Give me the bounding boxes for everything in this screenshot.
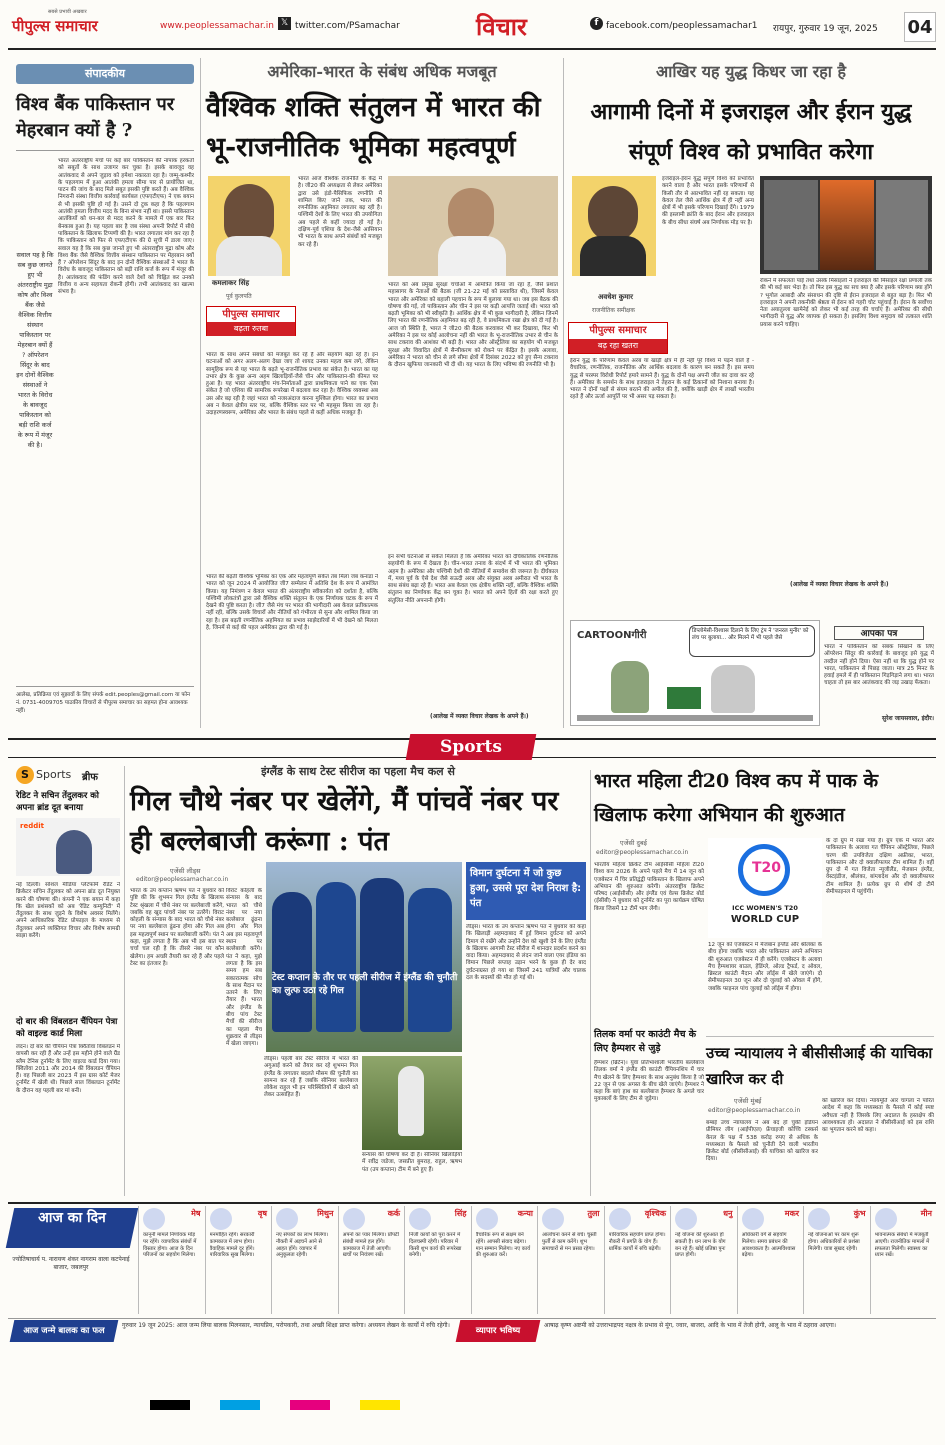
cartoon-title: CARTOONगीरी	[577, 630, 647, 641]
rashi-cell	[870, 1206, 937, 1314]
article2-headline: आगामी दिनों में इजराइल और ईरान युद्ध संपूर्ण विश्व को प्रभावित करेगा	[590, 99, 912, 165]
trade-title: व्यापार भविष्य	[475, 1326, 521, 1336]
badge-brand: पीपुल्स समाचार	[589, 325, 647, 336]
horoscope-rule	[8, 1202, 936, 1204]
rashi-cell	[338, 1206, 405, 1314]
zodiac-icon	[675, 1208, 697, 1230]
rashi-cell	[737, 1206, 804, 1314]
brand-logo: पीपुल्स समाचार	[12, 17, 98, 35]
editorial-headline: विश्व बैंक पाकिस्तान पर मेहरबान क्यों है ?	[16, 94, 175, 141]
crash-body: लीड्स। भारत के उप कप्तान ऋषभ पंत ने बुधवार को कहा कि खिलाड़ी अहमदाबाद में हुई विमान दुर्घटना को अपने दिमाग से रखेंगे और उन्होंने देश को खुशी देने के लिए इंग्लैंड के खिलाफ आगामी टेस्ट सीरीज में शानदार प्रदर्शन करने का वादा किया। अहमदाबाद से लंदन जाने वाला एयर इंडिया का विमान पिछले सप्ताह उड़ान भरने के कुछ ही देर बाद दुर्घटनाग्रस्त हो गया था जिसमें 241 यात्रियों और चालक दल के सदस्यों की मौत हो गई थी।	[466, 924, 586, 982]
zodiac-icon	[875, 1208, 897, 1230]
born-text: गुरुवार 19 जून 2025: आज जन्म लिया बालक मिलनसार, न्यायप्रिय, परोपकारी, तथा अच्छी शिक्षा प्राप्त करेगा। अध्ययन लेखन के कार्यों में रुचि रहेगी।	[122, 1322, 450, 1329]
article1-kicker: अमेरिका-भारत के संबंध अधिक मजबूत	[267, 62, 497, 81]
website-link[interactable]: www.peoplessamachar.in	[160, 21, 274, 31]
rashi-name: कर्क	[387, 1209, 400, 1218]
author1-photo	[208, 176, 290, 276]
rashi-text: मनमोहित रहेंगे। सरकारी कामकाज में लाभ होगा। वैवाहिक मामले दूर होंगे। पारिवारिक सुख मिलेगा।	[209, 1232, 255, 1259]
editorial-footer: आलेख, प्रतिक्रिया एवं सुझावों के लिए संपर्क edit.peoples@gmail.com या फोन नं. 0731-4009705 पाठकीय विचारों से पीपुल्स समाचार का सहमत होना आवश्यक नहीं।	[16, 686, 194, 724]
tilak-headline: तिलक वर्मा पर काउंटी मैच के लिए हैम्पशर से जुड़े	[594, 1029, 697, 1054]
rashi-text: अधिकारी वर्ग से सहयोग मिलेगा। समय प्रबंधन की आवश्यकता है। आत्मविश्वास बढ़ेगा।	[741, 1232, 796, 1259]
letters-box	[824, 626, 934, 726]
brand-tagline: सबसे प्रभावी अखबार	[48, 9, 87, 15]
team-photo	[266, 862, 462, 1052]
column-divider	[124, 766, 125, 1196]
trade-text: आषाढ़ कृष्ण अष्टमी को उत्तराभाद्रपद नक्षत्र के प्रभाव से मूंग, ज्वार, बाजरा, आदि के भाव में तेजी होगी, आलू के भाव में ठहराव आएगा।	[544, 1322, 837, 1329]
zodiac-icon	[476, 1208, 498, 1230]
article2-col-a: ईरान युद्ध के परिणाम केवल अरब या खाड़ी क्षेत्र में ही नहीं पूरे विश्व में पड़ने वाले हैं - वैचारिक, रणनीतिक, राजनीतिक और आर्थिक बदलाव के कारण बन सकते हैं। इस समय युद्ध से परस्पर विरोधी रिपोर्ट हमारे सामने हैं। युद्ध के दोनों पक्ष अपनी जीत का दावा कर रहे हैं। अमेरिका के समर्थन के साथ इजराइल ने तेहरान के कई ठिकानों को निशाना बनाया है। भारत ने दोनों पक्षों से संयम बरतने की अपील की है, क्योंकि खाड़ी क्षेत्र में लाखों भारतीय रहते हैं और ऊर्जा आपूर्ति पर भी असर पड़ सकता है।	[570, 358, 754, 401]
inset-caption: संन्यास की घोषणा कर दी है। सीनियर खिलाड़ियों में रवींद्र जडेजा, जसप्रीत बुमराह, राहुल, ऋषभ पंत (उप कप्तान) टीम में बने हुए हैं।	[362, 1152, 462, 1173]
rashi-text: आलोचना करने से बचें। चुस्ती फुर्ती से काम करेंगे। शुभ समाचारों से मन प्रसन्न रहेगा।	[542, 1232, 597, 1252]
divider	[8, 1318, 936, 1319]
rashi-text: वैचारिक रूप से सक्षम बने रहेंगे। आपसी संवाद बढ़ेगा। मान सम्मान मिलेगा। नए कार्य की शुरुआत करें।	[475, 1232, 531, 1259]
facebook-icon: f	[590, 17, 603, 30]
badge-brand: पीपुल्स समाचार	[222, 309, 280, 320]
shirt-shape	[580, 236, 646, 276]
table-shape	[577, 715, 813, 721]
editorial-tag-bg	[16, 64, 194, 84]
zodiac-icon	[143, 1208, 165, 1230]
rashi-cell	[271, 1206, 338, 1314]
zodiac-icon	[276, 1208, 298, 1230]
batsman-figure	[398, 1066, 424, 1136]
swatch	[360, 1400, 400, 1410]
article1-col-c: इन सभी घटनाओं से संकेत मिलता है कि अमेरिका भारत को दीर्घकालिक रणनीतिक सहयोगी के रूप में देखता है। चीन-भारत तनाव के संदर्भ में भी भारत की भूमिका अहम है। अमेरिका और पश्चिमी देशों की नीतियों में समावेश की जरूरत है। दीर्घकाल में, मध्य पूर्व के ऐसे देश जैसे सऊदी अरब और संयुक्त अरब अमीरात भी भारत के साथ संबंध बढ़ा रहे हैं। भारत अब केवल एक क्षेत्रीय शक्ति नहीं, बल्कि वैश्विक शक्ति संतुलन का निर्णायक केंद्र बन चुका है। भारत को अपने हितों की रक्षा करते हुए संतुलित नीति अपनानी होगी।	[388, 554, 558, 604]
sports-banner: Sports	[440, 737, 502, 757]
player-figure	[272, 892, 312, 1032]
gill-email: editor@peoplessamachar.co.in	[136, 876, 229, 883]
rashi-name: तुला	[587, 1209, 600, 1218]
column-divider	[200, 58, 201, 728]
born-title: आज जन्मे बालक का फल	[23, 1326, 105, 1336]
player-figure	[360, 878, 404, 1032]
batsman-photo	[362, 1056, 462, 1150]
rashi-cell	[205, 1206, 272, 1314]
rashi-text: कानूनी मामले निर्णायक मोड़ पर रहेंगे। व्यापारिक संबंधों में विस्तार होगा। आज के दिन परिजनों का सहयोग मिलेगा।	[143, 1232, 197, 1259]
wc-email: editor@peoplessamachar.co.in	[596, 849, 689, 856]
rashi-name: मीन	[920, 1209, 932, 1218]
bcci-body: बम्बई उच्च न्यायालय ने अब बंद हो चुकी इंडियन प्रीमियर लीग (आईपीएल) फ्रेंचाइजी कोच्चि टस्कर्स केरल के पक्ष में 538 करोड़ रुपए से अधिक के मध्यस्थता के फैसले को चुनौती देने वाली भारतीय क्रिकेट बोर्ड (बीसीसीआई) की याचिका को खारिज कर दिया।	[706, 1120, 818, 1163]
rashi-cell	[404, 1206, 471, 1314]
letters-sign: सुरेश जायसवाल, इंदौर।	[882, 715, 934, 722]
gill-agency: एजेंसी लीड्स	[170, 867, 201, 875]
masthead-rule	[8, 48, 936, 50]
t20-text-icon: T20	[752, 860, 782, 876]
zodiac-icon	[742, 1208, 764, 1230]
brief-tag: ब्रीफ	[82, 772, 99, 783]
author2-photo	[572, 176, 656, 276]
article1-lead: भारत आज वैश्विक राजनीति के केंद्र में है। जी20 की अध्यक्षता से लेकर अमेरिका द्वारा उसे इंडो-पैसिफिक रणनीति में शामिल किए जाने तक, भारत की रणनीतिक अहमियत लगातार बढ़ रही है। पश्चिमी देशों के लिए भारत की उपयोगिता अब पहले से कहीं ज्यादा हो गई है। दक्षिण-पूर्व एशिया के देश-जैसे आसियान भी भारत के साथ अपने संबंधों को मजबूत कर रहे हैं।	[298, 176, 382, 248]
rashi-text: अपनों का प्यार मिलेगा। प्रॉपर्टी संबंधी मामले हल होंगे। कामकाज में तेजी आएगी। खर्चों पर नियंत्रण रखें।	[342, 1232, 399, 1259]
wc-logo-line1: ICC WOMEN'S T20	[732, 904, 798, 912]
swatch	[150, 1400, 190, 1410]
wc-body2: 12 जून को एजबेस्टन में मेजबान इंग्लैंड और श्रीलंका के बीच होगा जबकि भारत और पाकिस्तान अपने अभियान की शुरुआत एजबेस्टन में ही करेंगे। एजबेस्टन के अलावा मैच हैम्पशायर बाउल, हेडिंग्ले, ओल्ड ट्रैफर्ड, द ओवल, ब्रिस्टल काउंटी मैदान और लॉर्ड्स में खेले जाएंगे। दो सेमीफाइनल 30 जून और दो जुलाई को ओवल में होंगे, जबकि फाइनल पांच जुलाई को लॉर्ड्स में होगा।	[708, 942, 822, 992]
rashi-cell	[471, 1206, 538, 1314]
bcci-agency: एजेंसी मुंबई	[734, 1097, 762, 1105]
sachin-photo	[16, 818, 120, 876]
author2-role: राजनीतिक समीक्षक	[592, 307, 635, 314]
badge-label: बढ़ता रुतबा	[207, 322, 295, 336]
zodiac-icon	[210, 1208, 232, 1230]
wc-body: भारतीय महिला क्रिकेट टीम आईसीसी महिला टी20 विश्व कप 2026 के अपने पहले मैच में 14 जून को एजबेस्टन में चिर प्रतिद्वंद्वी पाकिस्तान के खिलाफ अपने अभियान की शुरुआत करेगी। अंतरराष्ट्रीय क्रिकेट परिषद (आईसीसी) और इंग्लैंड एवं वेल्स क्रिकेट बोर्ड (ईसीबी) ने बुधवार को टूर्नामेंट का पूरा कार्यक्रम घोषित किया जिसमें 12 टीमें भाग लेंगी।	[594, 862, 704, 912]
astrologer-credit: ज्योतिषाचार्य प. नारायण शंकर नागराम वाला कटपेनाई बाजार, जबलपुर	[12, 1256, 130, 1271]
article1-col-b: भारत को अब प्रमुख सुरक्षा चर्चाओं में आमंत्रित किया जा रहा है, जैसे प्रशांत महासागर के नेताओं की बैठक (जी 21-22 मई को प्रस्तावित थी), जिसमें केवल भारत और अमेरिका को बहाली पहचान के रूप में बुलाया गया था। जब इस बैठक की घोषणा की गई, तो पाकिस्तान और चीन ने इस पर कड़ी आपत्ति जताई थी। भारत को बढ़ती भूमिका को भी स्वीकृति है। आर्थिक क्षेत्र में भी कुछ भागीदारी है, लेकिन जिनमें लिए भारत की रणनीतिक अहमियत बढ़ रही है, वे प्राथमिकता रखा क्षेत्र को दी गई है। आज जो स्थिति है, भारत ने जी20 की बैठक करवाकर भी कर दिखाया, फिर भी अमेरिका ने इस पर कोई आलोचना नहीं की भारत के भू-राजनीतिक उभार से चीन के साथ टकराव की आशंका भी बढ़ी है। भारत और ऑस्ट्रेलिया का सहयोग भी मजबूत सुरक्षा और विवादित क्षेत्रों में सैन्यीकरण को रोकने पर केंद्रित है। इसके अलावा, अमेरिका ने भारत को चीन से लगे सीमा क्षेत्रों में दिसंबर 2022 को हुए सैन्य टकराव के दौरान खुफिया जानकारी भी दी थी। यह भारत के लिए भविष्य की रणनीति भी है।	[388, 282, 558, 369]
article2-credit: (आलेख में व्यक्त विचार लेखक के अपने हैं।)	[790, 581, 889, 588]
zodiac-icon	[542, 1208, 564, 1230]
kurta-shape	[438, 236, 506, 276]
article1-col-a: भारत के साथ अपने संबंधों को मजबूत कर रहे हैं और सहयोग बढ़ा रहे हैं। इन घटनाओं को अगर अलग-अलग देखा जाए तो शायद उनका महत्व कम लगे, लेकिन सामूहिक रूप से यह भारत के बढ़ते भू-राजनीतिक प्रभाव का संकेत है। भारत का यह उभार क्षेत्र के कुछ अन्य अहम खिलाड़ियों-जैसे चीन और पाकिस्तान-की कीमत पर हुआ है। यह भारत अंतरराष्ट्रीय मंच-निर्माताओं द्वारा प्राथमिकता पाने का एक ऐसा संकेत है जो एशिया की सामरिक रूपरेखा में बदलाव कर रहा है। वैश्विक व्यवस्था अब उस ओर बढ़ रही है जहां भारत को नजरअंदाज करना मुश्किल होगा। भारत का प्रभाव अब न केवल क्षेत्रीय स्तर पर, बल्कि वैश्विक स्तर पर भी महसूस किया जा रहा है। उदाहरणस्वरूप, अमेरिका और भारत के संबंध पहले से कहीं अधिक मजबूत हैं।	[206, 352, 378, 417]
rashi-cell	[803, 1206, 870, 1314]
rashi-name: मकर	[784, 1209, 799, 1218]
article1-col-a2: भारत की बढ़ती वैश्विक भूमिका का एक और महत्वपूर्ण संकेत तब मिला जब कनाडा ने भारत को जून 2024 में आयोजित जी7 सम्मेलन में अतिथि देश के रूप में आमंत्रित किया। यह निमंत्रण न केवल भारत की अंतरराष्ट्रीय स्वीकार्यता को दर्शाता है, बल्कि पश्चिमी लोकतंत्रों द्वारा उसे वैश्विक शक्ति संतुलन के एक निर्णायक घटक के रूप में देखने की पुष्टि करता है। जी7 जैसे मंच पर भारत की भागीदारी अब केवल प्रतीकात्मक नहीं रही, बल्कि उसके विचारों और नीतियों को गंभीरता से सुना और शामिल किया जा रहा है। इस बढ़ती रणनीतिक अहमियत का प्रभाव साझेदारियों में भी देखने को मिलता है, जिनमें से कई की पहल अमेरिका द्वारा की गई है।	[206, 574, 378, 632]
section-title: विचार	[476, 12, 527, 41]
crash-headline: विमान दुर्घटना में जो कुछ हुआ, उससे पूरा देश निराश है: पंत	[470, 868, 582, 909]
cartoon-box	[570, 620, 820, 726]
person-icon	[224, 184, 274, 244]
zodiac-icon	[343, 1208, 365, 1230]
author1-role: पूर्व कुलपति	[226, 293, 252, 300]
rashi-name: सिंह	[454, 1209, 467, 1218]
author2-name: अवधेश कुमार	[598, 293, 633, 301]
divider	[16, 150, 194, 151]
rashi-name: धनु	[723, 1209, 733, 1218]
horoscope-grid	[138, 1206, 936, 1314]
divider	[706, 1036, 934, 1037]
flag-icon	[667, 687, 701, 709]
crash-header-bg	[466, 862, 586, 920]
x-icon: 𝕏	[278, 17, 291, 30]
brief1-body: नई दिल्ली। सोशल मीडिया प्लेटफॉर्म रेडिट ने क्रिकेटर सचिन तेंदुलकर को अपना ब्रांड दूत नियुक्त करने की घोषणा की। कंपनी ने एक बयान में कहा कि खेल प्रशंसकों को अब 'रेडिट कम्युनिटी' में तेंदुलकर के साथ जुड़ने के विशेष अवसर मिलेंगे। अपने आधिकारिक रेडिट प्रोफाइल के माध्यम से तेंदुलकर अपने व्यक्तिगत विचार और विशेष सामग्री साझा करेंगे।	[16, 882, 120, 940]
gill-body2: विराट कोहली के संन्यास के बाद भारत को चौथे नंबर पर नया बल्लेबाज ढूंढना होगा और गिल अब इस महत्वपूर्ण स्थान पर बल्लेबाजी करेंगे। पंत ने कहा, मुझे लगता है कि इस समय हम सब सकारात्मक सोच के साथ मैदान पर उतरने के लिए तैयार हैं। भारत और इंग्लैंड के बीच पांच टेस्ट मैचों की सीरीज का पहला मैच शुक्रवार से लीड्स में खेला जाएगा।	[226, 888, 262, 1048]
editorial-body: भारत अंतरराष्ट्रीय मंचों पर कई बार पाकिस्तान की नापाक हरकतों को सबूतों के साथ उजागर कर चुका है। इसके बावजूद वह आतंकवाद से अपने जुड़ाव को हमेशा नकारता रहा है। जम्मू-कश्मीर के पहलगाम में हुआ आतंकी हमला सीमा पार से प्रायोजित था, पाटन की जांच के बाद मिले सबूत इसकी पुष्टि करते हैं। अब वैश्विक निगरानी संस्था वित्तीय कार्रवाई कार्यबल (एफएटीएफ) ने एक बयान से भी इसकी पुष्टि हो गई है। उसने दो टूक कहा है कि पहलगाम आतंकी हमला वित्तीय मदद के बिना संभव नहीं था। इससे पाकिस्तान आतंकियों को धन-बल से मदद करने के मामले में एक बार फिर बेनकाब हुआ है। यह पहला बार है जब संस्था अपनी रिपोर्ट में सीधे पाकिस्तान के खिलाफ टिप्पणी की है। भारत लगातार मांग कर रहा है कि पाकिस्तान को फिर से एफएटीएफ की ग्रे सूची में डाला जाए। सवाल यह है कि सब कुछ जानते हुए भी अंतरराष्ट्रीय मुद्रा कोष और विश्व बैंक जैसे वैश्विक वित्तीय संस्थान पाकिस्तान पर मेहरबान क्यों हैं ? ऑपरेशन सिंदूर के बाद इन दोनों वैश्विक संस्थाओं ने भारत के विरोध के बावजूद पाकिस्तान को बड़ी राशि कर्ज के रूप में मंजूर की है। आतंकवाद की फंडिंग करने वाले देशों को चिह्नित कर उनको वित्तीय व अन्य सहायता रोकनी होगी। तभी आतंकवाद का खात्मा संभव है।	[58, 158, 194, 296]
rashi-name: वृश्चिक	[644, 1209, 666, 1218]
author1-name: कमलाकर सिंह	[212, 279, 250, 287]
badge-bg	[568, 322, 668, 354]
explosion-photo	[820, 180, 874, 270]
dateline: रायपुर, गुरुवार 19 जून, 2025	[773, 24, 878, 34]
person-icon	[56, 830, 92, 874]
facebook-link[interactable]: facebook.com/peoplessamachar1	[606, 21, 758, 31]
article1-headline: वैश्विक शक्ति संतुलन में भारत की भू-राजनीतिक भूमिका महत्वपूर्ण	[206, 92, 541, 163]
horoscope-title: आज का दिन	[38, 1210, 106, 1226]
rashi-name: मेष	[191, 1209, 201, 1218]
gill-headline: गिल चौथे नंबर पर खेलेंगे, मैं पांचवें नंबर पर ही बल्लेबाजी करूंगा : पंत	[130, 786, 559, 857]
masthead	[8, 6, 938, 48]
bcci-headline: उच्च न्यायालय ने बीसीसीआई की याचिका खारिज कर दी	[706, 1044, 933, 1088]
modi-photo	[388, 176, 558, 276]
trump-figure	[711, 665, 755, 713]
rashi-cell	[138, 1206, 205, 1314]
player-figure	[408, 888, 452, 1032]
rashi-text: निजी कार्यों को पूरा करने में दिलचस्पी रहेगी। परिवार में किसी शुभ कार्य की रूपरेखा बनेगी।	[409, 1232, 462, 1259]
article1-credit: (आलेख में व्यक्त विचार लेखक के अपने हैं।)	[430, 713, 529, 720]
person-icon	[588, 186, 638, 242]
brief2-headline: दो बार की विंबलडन चैंपियन पेत्रा को वाइल्ड कार्ड मिला	[16, 1017, 118, 1039]
cartoon-bubble: डिप्लोमेसी-विश्वास दिलाने के लिए ट्रंप ने 'जनरल मुनीर' को लंच पर बुलाया... और मिलने में भी पहले जैसे	[689, 625, 815, 657]
netanyahu-photo	[876, 180, 928, 270]
soldier-figure	[611, 661, 649, 713]
article2-lead: इजराइल-ईरान युद्ध संपूर्ण विश्व को प्रभावित करने वाला है और भारत इसके परिणामों से किसी तौर से अप्रभावित नहीं रह सकता। यह केवल तेल जैसे आर्थिक क्षेत्र में ही नहीं अन्य क्षेत्रों में भी इसके परिणाम दिखाई देंगे। 1979 की इस्लामी क्रांति के बाद ईरान और इजराइल के बीच सीधा संघर्ष अब निर्णायक मोड़ पर है।	[662, 176, 754, 226]
editorial-pullquote: सवाल यह है कि सब कुछ जानते हुए भी अंतरराष्ट्रीय मुद्रा कोष और विश्व बैंक जैसे वैश्विक वित्तीय संस्थान पाकिस्तान पर मेहरबान क्यों हैं ? ऑपरेशन सिंदूर के बाद इन दोनों वैश्विक संस्थाओं ने भारत के विरोध के बावजूद पाकिस्तान को बड़ी राशि कर्ज के रूप में मंजूर की है।	[16, 251, 54, 449]
letters-body: भारत ने पाकिस्तान को सबक सिखाने के लिए ऑपरेशन सिंदूर की कार्रवाई के बावजूद इसे युद्ध में तब्दील नहीं होने दिया। ऐसा नहीं था कि युद्ध होने पर भारत, पाकिस्तान से पिछड़ जाता। मात्र 25 मिनट के हवाई हमले में ही पाकिस्तान गिड़गिड़ाने लगा था। भारत चाहता तो इस बार आतंकवाद की जड़ उखाड़ फेंकता।	[824, 644, 934, 687]
reddit-logo: reddit	[20, 822, 44, 830]
wc-logo	[708, 838, 822, 938]
article2-kicker-wrap	[568, 58, 934, 86]
column-divider	[563, 58, 564, 728]
editorial-tag: संपादकीय	[84, 67, 126, 80]
rashi-name: मिथुन	[317, 1209, 334, 1218]
shirt-shape	[216, 236, 282, 276]
conflict-photo	[760, 176, 932, 274]
wc-body3: के दो ग्रुप में रखा गया है। ग्रुप एक में भारत और पाकिस्तान के अलावा गत चैंपियन ऑस्ट्रेलिया, पिछले चरण की उपविजेता दक्षिण अफ्रीका, भारत, पाकिस्तान और दो क्वालीफायर टीम शामिल हैं। वहीं ग्रुप दो में गत विजेता न्यूजीलैंड, मेजबान इंग्लैंड, वेस्टइंडीज, श्रीलंका, बांग्लादेश और दो क्वालीफायर टीम शामिल हैं। प्रत्येक ग्रुप से शीर्ष दो टीमें सेमीफाइनल में पहुंचेंगी।	[826, 838, 934, 896]
bcci-body2: को खारिज कर दिया। न्यायमूर्ति आर चागला ने पारित आदेश में कहा कि मध्यस्थता के फैसले में कोई स्पष्ट अवैधता नहीं है जिसके लिए अदालत के हस्तक्षेप की आवश्यकता हो। अदालत ने बीसीसीआई को इस राशि का भुगतान करने को कहा।	[822, 1098, 934, 1134]
swatch	[290, 1400, 330, 1410]
zodiac-icon	[409, 1208, 431, 1230]
rashi-text: नई योजना की शुरुआत हो सकती है। धन लाभ के योग बन रहे हैं। खोई प्रतिष्ठा पुनः प्राप्त होगी।	[675, 1232, 726, 1259]
wc-agency: एजेंसी दुबई	[620, 839, 647, 847]
wc-logo-line2: WORLD CUP	[730, 914, 800, 925]
brief-brand: Sports	[36, 768, 72, 781]
column-divider	[590, 770, 591, 1196]
sports-s-icon: S	[16, 766, 34, 784]
rashi-name: कुंभ	[853, 1209, 866, 1218]
khamenei-photo	[764, 180, 818, 270]
rashi-cell	[537, 1206, 604, 1314]
wc-headline: भारत महिला टी20 विश्व कप में पाक के खिलाफ करेगा अभियान की शुरुआत	[594, 770, 879, 826]
brief2-body: लंदन। दो बार की चैंपियन पेत्रा क्वितोवा विंबलडन में वापसी कर रही हैं और उन्हें इस महीने होने वाले ग्रैंड स्लैम टेनिस टूर्नामेंट के लिए वाइल्ड कार्ड दिया गया। क्वितोवा 2011 और 2014 की विंबलडन चैंपियन हैं। वह पिछली बार 2023 में इस ग्रास कोर्ट मेजर टूर्नामेंट में खेली थी। पिछले साल विंबलडन टूर्नामेंट के दौरान वह पहली बार मां बनी।	[16, 1044, 120, 1094]
rashi-name: वृष	[257, 1209, 267, 1218]
rashi-text: नए संपर्कों का लाभ मिलेगा। नौकरी में अड़चनें आने से आहत होंगे। व्यापार में अनुकूलता रहेगी।	[276, 1232, 329, 1259]
rashi-name: कन्या	[517, 1209, 533, 1218]
rashi-text: नई योजनाओं पर काम शुरू होगा। अधिकारियों से प्रशंसा मिलेगी। यात्रा सुखद रहेगी।	[808, 1232, 860, 1252]
brief-header	[16, 766, 120, 786]
gill-body: भारत के उप कप्तान ऋषभ पंत ने बुधवार को पुष्टि की कि शुभमन गिल इंग्लैंड के खिलाफ टेस्ट श्रृंखला में चौथे नंबर पर बल्लेबाजी करेंगे, जबकि वह खुद पांचवें नंबर पर उतरेंगे। विराट कोहली के संन्यास के बाद भारत को चौथे नंबर पर नया बल्लेबाज ढूंढना होगा और गिल अब इस महत्वपूर्ण स्थान पर बल्लेबाजी करेंगे। पंत ने कहा, मुझे लगता है कि अब भी इस बात पर चर्चा चल रही है कि तीसरे नंबर पर कौन खेलेगा। हम अच्छी तैयारी कर रहे हैं और पहले टेस्ट का इंतजार है।	[130, 888, 224, 967]
page-number: 04	[904, 12, 936, 42]
article1-kicker-wrap	[206, 58, 558, 86]
letters-title: आपका पत्र	[834, 626, 924, 640]
bcci-email: editor@peoplessamachar.co.in	[708, 1107, 801, 1114]
article2-col-b: रोकने में सफलता पाई तथा उसके मिसाइलों ने इजराइल की मिसाइल रक्षा प्रणाली तक की भी कई बार भेदा है। तो फिर इस युद्ध का सच क्या है और इसके परिणाम क्या होंगे ? भूगोल आबादी और संसाधन की दृष्टि से ईरान इजराइल से बहुत बड़ा है। फिर भी इजराइल ने अपनी तकनीकी श्रेष्ठता से ईरान को गहरी चोट पहुंचाई है। ईरान के सर्वोच्च नेता अयातुल्ला खामेनेई को लेकर भी कई तरह की चर्चाएं हैं। अमेरिका की सीधी भागीदारी से युद्ध और व्यापक हो सकता है। इसलिए विश्व समुदाय को तत्काल शांति प्रयास करने चाहिए।	[760, 278, 932, 328]
rashi-text: भावनात्मक संबंधों में मजबूती आएगी। राजनीतिक मामलों में सफलता मिलेगी। स्वास्थ्य का ध्यान रखें।	[874, 1232, 930, 1259]
brief1-headline: रेडिट ने सचिन तेंदुलकर को अपना ब्रांड दूत बनाया	[16, 791, 99, 813]
rashi-cell	[670, 1206, 737, 1314]
zodiac-icon	[808, 1208, 830, 1230]
rashi-cell	[604, 1206, 671, 1314]
gill-kicker: इंग्लैंड के साथ टेस्ट सीरीज का पहला मैच कल से	[261, 765, 455, 778]
tilak-body: हैम्पशर (ब्रिटेन)। युवा प्रतिभाशाली भारतीय बल्लेबाज तिलक वर्मा ने इंग्लैंड की काउंटी चैंपियनशिप में चार मैच खेलने के लिए हैम्पशर के साथ अनुबंध किया है जो 22 जून से एक अगस्त के बीच खेले जाएंगे। हैम्पशर ने कहा कि बाएं हाथ का बल्लेबाज हैम्पशर के अगले चार मुकाबलों के लिए टीम से जुड़ेगा।	[594, 1060, 704, 1103]
swatch	[220, 1400, 260, 1410]
twitter-link[interactable]: twitter.com/PSamachar	[295, 21, 400, 31]
badge-label: बढ़ रहा खतरा	[569, 339, 667, 353]
zodiac-icon	[609, 1208, 631, 1230]
player-figure	[316, 882, 356, 1032]
photo-body: लीड्स। पहली बार टेस्ट सीरीज में भारत की अगुआई करने को तैयार कर रहे शुभमन गिल इंग्लैंड के लगातार बदलते मौसम की चुनौती का सामना कर रहे हैं जबकि सीनियर बल्लेबाज लोकेश राहुल भी इन परिस्थितियों में खेलने को लेकर उत्साहित हैं।	[264, 1056, 358, 1099]
article2-kicker: आखिर यह युद्ध किधर जा रहा है	[656, 62, 846, 81]
registration-marks	[150, 1400, 850, 1410]
photo-caption: टेस्ट कप्तान के तौर पर पहली सीरीज में इंग्लैंड की चुनौती का लुत्फ उठा रहे गिल	[272, 973, 458, 996]
badge-bg	[206, 306, 296, 336]
rashi-text: पारिवारिक सहयोग प्राप्त होगा। नौकरी में प्रगति के योग हैं। धार्मिक कार्यों में रुचि बढ़ेगी।	[608, 1232, 666, 1252]
